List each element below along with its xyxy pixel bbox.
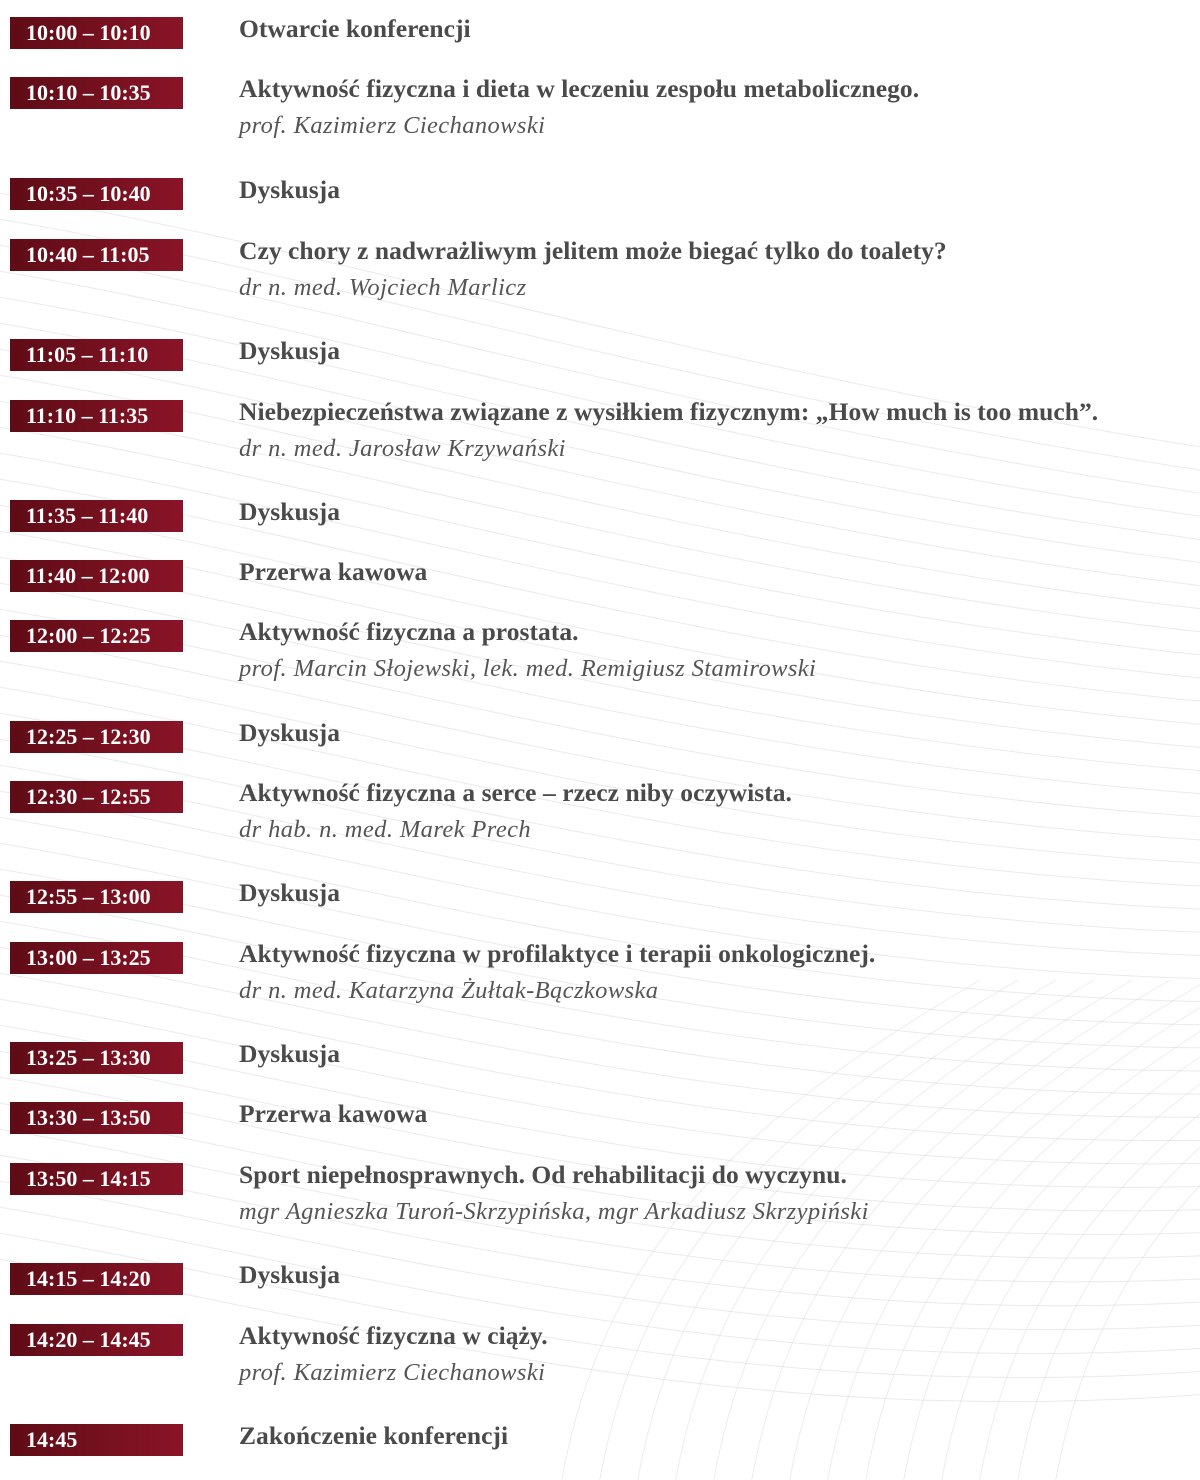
time-badge: 12:30 – 12:55 bbox=[10, 781, 183, 813]
time-badge: 14:45 bbox=[10, 1424, 183, 1456]
time-badge: 11:05 – 11:10 bbox=[10, 339, 183, 371]
session-title: Aktywność fizyczna a serce – rzecz niby oczywista. bbox=[239, 778, 792, 807]
session-title: Przerwa kawowa bbox=[239, 1099, 428, 1128]
time-badge: 12:25 – 12:30 bbox=[10, 721, 183, 753]
session-title: Aktywność fizyczna i dieta w leczeniu zespołu metabolicznego. bbox=[239, 74, 920, 103]
session-title: Aktywność fizyczna w profilaktyce i terapii onkologicznej. bbox=[239, 939, 876, 968]
time-badge: 13:50 – 14:15 bbox=[10, 1163, 183, 1195]
time-badge: 14:20 – 14:45 bbox=[10, 1324, 183, 1356]
time-badge: 11:10 – 11:35 bbox=[10, 400, 183, 432]
session-title: Aktywność fizyczna w ciąży. bbox=[239, 1321, 548, 1350]
session-speaker: dr n. med. Wojciech Marlicz bbox=[239, 274, 527, 301]
session-speaker: prof. Kazimierz Ciechanowski bbox=[239, 112, 546, 139]
time-badge: 14:15 – 14:20 bbox=[10, 1263, 183, 1295]
session-title: Sport niepełnosprawnych. Od rehabilitacji do wyczynu. bbox=[239, 1160, 847, 1189]
session-speaker: prof. Kazimierz Ciechanowski bbox=[239, 1359, 546, 1386]
session-speaker: mgr Agnieszka Turoń-Skrzypińska, mgr Arkadiusz Skrzypiński bbox=[239, 1198, 869, 1225]
session-title: Czy chory z nadwrażliwym jelitem może biegać tylko do toalety? bbox=[239, 236, 947, 265]
session-title: Niebezpieczeństwa związane z wysiłkiem fizycznym: „How much is too much”. bbox=[239, 397, 1099, 426]
session-title: Dyskusja bbox=[239, 718, 341, 747]
time-badge: 10:35 – 10:40 bbox=[10, 178, 183, 210]
session-title: Dyskusja bbox=[239, 336, 341, 365]
time-badge: 11:35 – 11:40 bbox=[10, 500, 183, 532]
session-title: Przerwa kawowa bbox=[239, 557, 428, 586]
session-title: Dyskusja bbox=[239, 1260, 341, 1289]
session-title: Dyskusja bbox=[239, 1039, 341, 1068]
session-speaker: dr n. med. Jarosław Krzywański bbox=[239, 435, 566, 462]
session-speaker: dr hab. n. med. Marek Prech bbox=[239, 816, 532, 843]
time-badge: 11:40 – 12:00 bbox=[10, 560, 183, 592]
time-badge: 10:40 – 11:05 bbox=[10, 239, 183, 271]
time-badge: 12:00 – 12:25 bbox=[10, 620, 183, 652]
time-badge: 13:25 – 13:30 bbox=[10, 1042, 183, 1074]
session-title: Zakończenie konferencji bbox=[239, 1421, 509, 1450]
time-badge: 10:00 – 10:10 bbox=[10, 17, 183, 49]
session-speaker: dr n. med. Katarzyna Żułtak-Bączkowska bbox=[239, 977, 659, 1004]
session-speaker: prof. Marcin Słojewski, lek. med. Remigiusz Stamirowski bbox=[239, 655, 817, 682]
time-badge: 13:30 – 13:50 bbox=[10, 1102, 183, 1134]
session-title: Dyskusja bbox=[239, 497, 341, 526]
time-badge: 10:10 – 10:35 bbox=[10, 77, 183, 109]
session-title: Dyskusja bbox=[239, 175, 341, 204]
session-title: Dyskusja bbox=[239, 878, 341, 907]
time-badge: 12:55 – 13:00 bbox=[10, 881, 183, 913]
time-badge: 13:00 – 13:25 bbox=[10, 942, 183, 974]
session-title: Otwarcie konferencji bbox=[239, 14, 471, 43]
session-title: Aktywność fizyczna a prostata. bbox=[239, 617, 579, 646]
